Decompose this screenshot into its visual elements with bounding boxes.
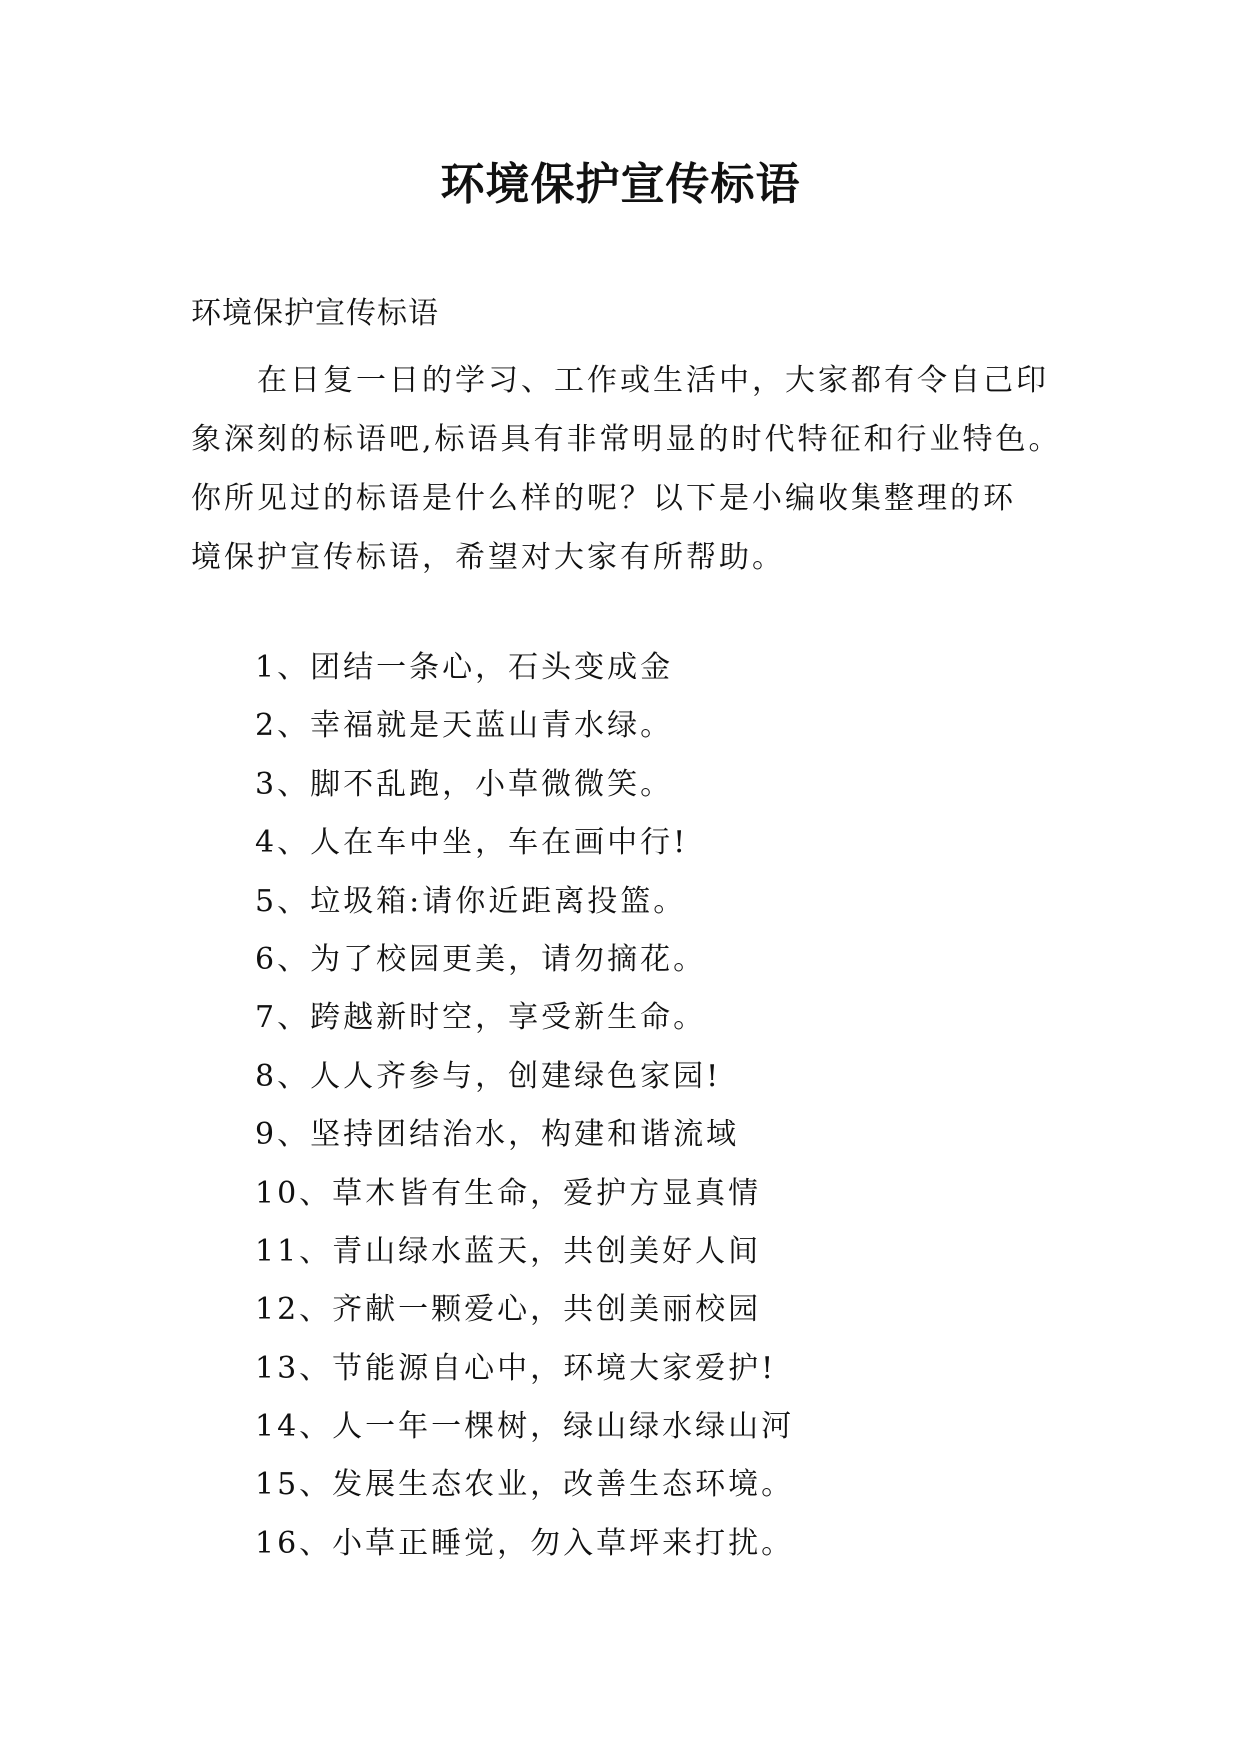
slogan-item: 4、人在车中坐，车在画中行!	[255, 825, 689, 861]
slogan-item: 9、坚持团结治水，构建和谐流域	[255, 1117, 740, 1153]
slogan-item: 8、人人齐参与，创建绿色家园!	[255, 1058, 722, 1094]
slogan-item: 12、齐献一颗爱心，共创美丽校园	[255, 1292, 762, 1328]
document-title: 环境保护宣传标语	[440, 159, 801, 210]
slogan-item: 3、脚不乱跑，小草微微笑。	[255, 766, 674, 802]
slogan-item: 15、发展生态农业，改善生态环境。	[255, 1467, 795, 1503]
slogan-item: 14、人一年一棵树，绿山绿水绿山河	[255, 1409, 795, 1445]
slogan-item: 6、为了校园更美，请勿摘花。	[255, 941, 707, 977]
slogan-item: 16、小草正睡觉，勿入草坪来打扰。	[255, 1525, 795, 1561]
slogan-list	[255, 639, 794, 1573]
intro-line: 在日复一日的学习、工作或生活中，大家都有令自己印	[191, 363, 1049, 398]
slogan-item: 1、团结一条心，石头变成金	[255, 650, 674, 685]
document-subtitle: 环境保护宣传标语	[191, 296, 439, 331]
intro-line: 象深刻的标语吧,标语具有非常明显的时代特征和行业特色。	[191, 422, 1062, 457]
slogan-item: 11、青山绿水蓝天，共创美好人间	[255, 1233, 762, 1269]
slogan-item: 7、跨越新时空，享受新生命。	[255, 1000, 707, 1036]
intro-paragraph	[191, 351, 1071, 587]
slogan-item: 2、幸福就是天蓝山青水绿。	[255, 708, 674, 744]
slogan-item: 13、节能源自心中，环境大家爱护!	[255, 1350, 777, 1386]
slogan-item: 5、垃圾箱:请你近距离投篮。	[255, 883, 687, 919]
intro-line: 境保护宣传标语，希望对大家有所帮助。	[191, 540, 785, 575]
slogan-item: 10、草木皆有生命，爱护方显真情	[255, 1175, 762, 1211]
intro-line: 你所见过的标语是什么样的呢？以下是小编收集整理的环	[191, 481, 1016, 516]
